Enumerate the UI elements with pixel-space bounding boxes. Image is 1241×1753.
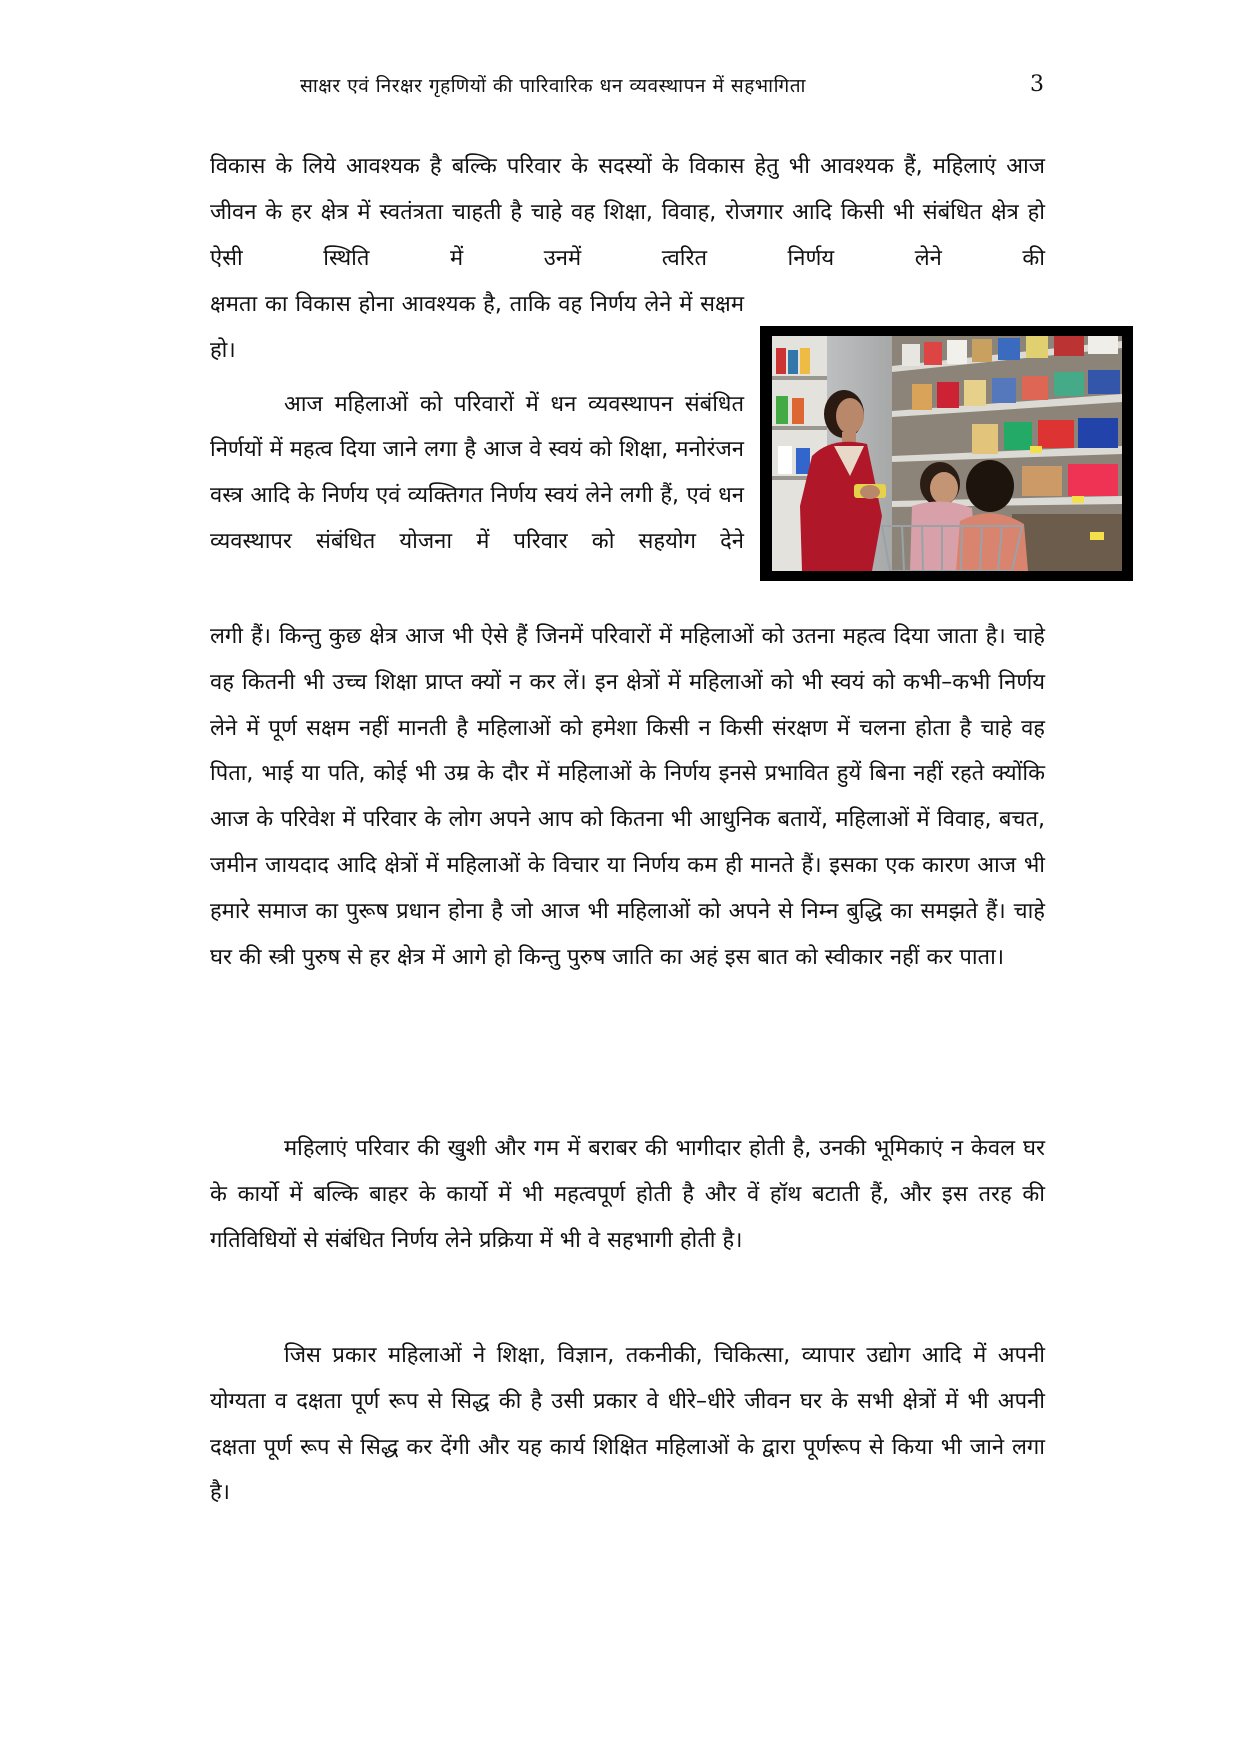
paragraph-1	[210, 144, 1045, 281]
supermarket-photo	[772, 336, 1122, 571]
paragraph-2-text: आज महिलाओं को परिवारों में धन व्यवस्थापन संबंधित निर्णयों में महत्व दिया जाने लगा है आज वे स्वयं को शिक्षा, मनोरंजन वस्त्र आदि के निर्णय एवं व्यक्तिगत निर्णय स्वयं लेने लगी हैं, एवं धन व्यवस्थापर संबंधित योजना में परिवार को सहयोग देने	[210, 391, 744, 554]
paragraph-2-continuation: लगी हैं। किन्तु कुछ क्षेत्र आज भी ऐसे हैं जिनमें परिवारों में महिलाओं को उतना महत्व दिया जाता है। चाहे वह कितनी भी उच्च शिक्षा प्राप्त क्यों न कर लें। इन क्षेत्रों में महिलाओं को भी स्वयं को कभी–कभी निर्णय लेने में पूर्ण सक्षम नहीं मानती है महिलाओं को हमेशा किसी न किसी संरक्षण में चलना होता है चाहे वह पिता, भाई या पति, कोई भी उम्र के दौर में महिलाओं के निर्णय इनसे प्रभावित हुयें बिना नहीं रहते क्योंकि आज के परिवेश में परिवार के लोग अपने आप को कितना भी आधुनिक बतायें, महिलाओं में विवाह, बचत, जमीन जायदाद आदि क्षेत्रों में महिलाओं के विचार या निर्णय कम ही मानते हैं। इसका एक कारण आज भी हमारे समाज का पुरूष प्रधान होना है जो आज भी महिलाओं को अपने से निम्न बुद्धि का समझते हैं। चाहे घर की स्त्री पुरुष से हर क्षेत्र में आगे हो किन्तु पुरुष जाति का अहं इस बात को स्वीकार नहीं कर पाता।	[210, 624, 1045, 970]
supermarket-illustration	[772, 336, 1122, 571]
paragraph-1-continuation: क्षमता का विकास होना आवश्यक है, ताकि वह निर्णय लेने में सक्षम हो।	[210, 292, 744, 363]
paragraph-3-text: महिलाएं परिवार की खुशी और गम में बराबर की भागीदार होती है, उनकी भूमिकाएं न केवल घर के कार्यो में बल्कि बाहर के कार्यो में भी महत्वपूर्ण होती है और वें हॉथ बटाती हैं, और इस तरह की गतिविधियों से संबंधित निर्णय लेने प्रक्रिया में भी वे सहभागी होती है।	[210, 1136, 1045, 1253]
paragraph-4-text: जिस प्रकार महिलाओं ने शिक्षा, विज्ञान, तकनीकी, चिकित्सा, व्यापार उद्योग आदि में अपनी योग्यता व दक्षता पूर्ण रूप से सिद्ध की है उसी प्रकार वे धीरे–धीरे जीवन घर के सभी क्षेत्रों में भी अपनी दक्षता पूर्ण रूप से सिद्ध कर देंगी और यह कार्य शिक्षित महिलाओं के द्वारा पूर्णरूप से किया भी जाने लगा है।	[210, 1343, 1045, 1506]
running-header: साक्षर एवं निरक्षर गृहणियों की पारिवारिक धन व्यवस्थापन में सहभागिता	[300, 75, 806, 97]
photo-frame	[760, 326, 1133, 581]
paragraph-1-text: विकास के लिये आवश्यक है बल्कि परिवार के सदस्यों के विकास हेतु भी आवश्यक हैं, महिलाएं आज जीवन के हर क्षेत्र में स्वतंत्रता चाहती है चाहे वह शिक्षा, विवाह, रोजगार आदि किसी भी संबंधित क्षेत्र हो ऐसी स्थिति में उनमें त्वरित निर्णय लेने की	[210, 154, 1045, 271]
wrapped-column	[210, 282, 744, 565]
paragraph-4	[210, 1333, 1045, 1516]
page-number: 3	[1030, 72, 1044, 97]
paragraph-2-continuation-block	[210, 614, 1045, 980]
paragraph-3	[210, 1126, 1045, 1263]
